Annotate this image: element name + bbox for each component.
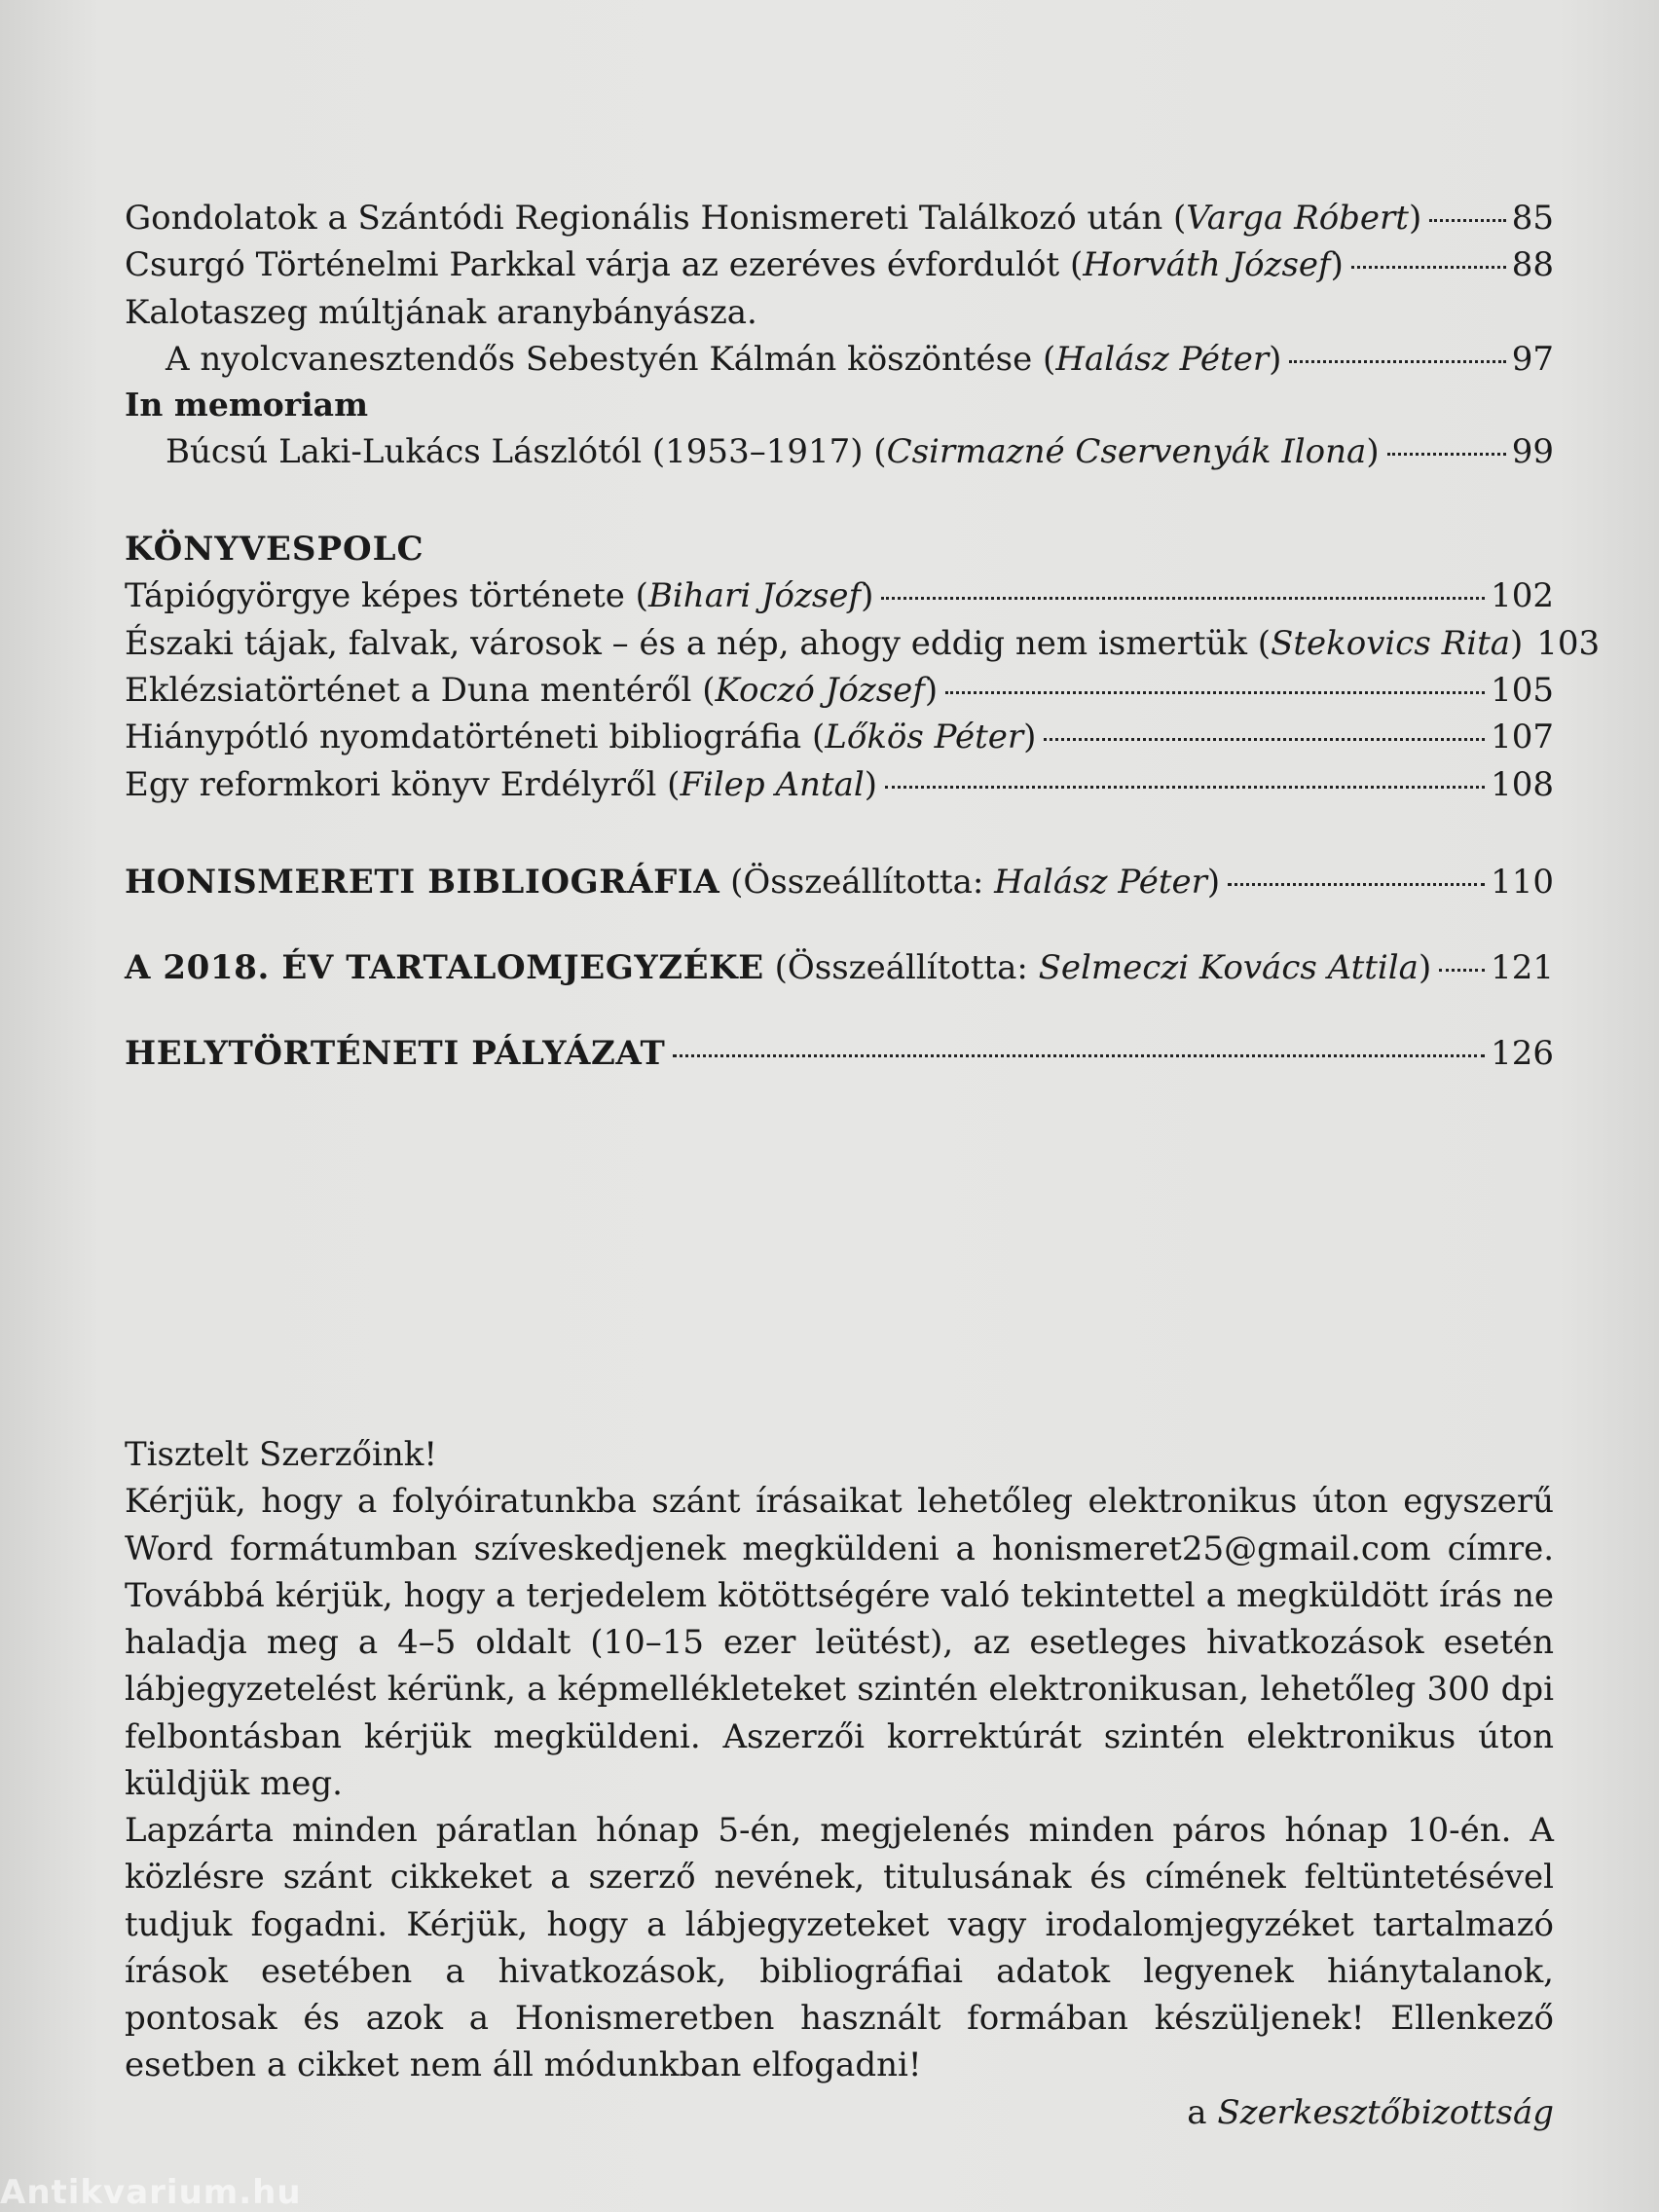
dot-leader	[1387, 453, 1506, 456]
entry-title: Egy reformkori könyv Erdélyről	[125, 764, 657, 804]
compiled-label: Összeállította:	[787, 948, 1028, 988]
entry-title: Északi tájak, falvak, városok – és a nép, ahogy eddig nem ismertük	[125, 623, 1247, 663]
toc-entry: Északi tájak, falvak, városok – és a nép, ahogy eddig nem ismertük (Stekovics Rita) 103	[125, 620, 1554, 667]
page-number: 88	[1511, 245, 1554, 285]
page-number: 108	[1491, 764, 1554, 804]
toc-entry: Tápiógyörgye képes története (Bihari József) 102	[125, 572, 1554, 619]
page-number: 126	[1491, 1034, 1554, 1074]
entry-title: Gondolatok a Szántódi Regionális Honismereti Találkozó után	[125, 199, 1163, 238]
entry-author: Horváth József	[1083, 245, 1331, 285]
compiled-label: Összeállította:	[743, 862, 984, 902]
dot-leader	[1228, 883, 1485, 886]
toc-entry: Csurgó Történelmi Parkkal várja az ezeréves évfordulót (Horváth József) 88	[125, 241, 1554, 288]
entry-author: Csirmazné Cservenyák Ilona	[886, 431, 1367, 471]
dot-leader	[673, 1054, 1485, 1057]
page-number: 121	[1491, 948, 1554, 988]
entry-title: Búcsú Laki-Lukács Lászlótól (1953–1917)	[166, 431, 864, 471]
entry-author: Halász Péter	[1055, 339, 1270, 379]
dot-leader	[1289, 360, 1505, 363]
page-number: 107	[1491, 718, 1554, 757]
entry-author: Stekovics Rita	[1271, 623, 1511, 663]
dot-leader	[1351, 266, 1506, 269]
entry-title: HONISMERETI BIBLIOGRÁFIA	[125, 862, 720, 902]
toc-entry: Búcsú Laki-Lukács Lászlótól (1953–1917) (Csirmazné Cservenyák Ilona) 99	[125, 428, 1554, 475]
page-number: 99	[1511, 431, 1554, 471]
entry-author: Lőkös Péter	[825, 718, 1024, 757]
toc-entry: Gondolatok a Szántódi Regionális Honismereti Találkozó után (Varga Róbert) 85	[125, 195, 1554, 241]
entry-title: Hiánypótló nyomdatörténeti bibliográfia	[125, 718, 802, 757]
dot-leader	[1429, 219, 1506, 222]
entry-title: A 2018. ÉV TARTALOMJEGYZÉKE	[125, 948, 764, 988]
dot-leader	[885, 786, 1485, 789]
entry-title: HELYTÖRTÉNETI PÁLYÁZAT	[125, 1034, 666, 1074]
watermark: Antikvarium.hu	[0, 2173, 302, 2212]
dot-leader	[945, 691, 1485, 694]
entry-author: Halász Péter	[994, 862, 1207, 902]
page-number: 102	[1491, 576, 1554, 616]
toc-entry: Hiánypótló nyomdatörténeti bibliográfia (Lőkös Péter) 107	[125, 714, 1554, 760]
entry-author: Bihari József	[647, 576, 862, 616]
entry-title: Tápiógyörgye képes története	[125, 576, 625, 616]
entry-title-line: Kalotaszeg múltjának aranybányásza.	[125, 292, 757, 332]
authors-notice	[125, 1431, 1554, 2136]
entry-author: Koczó József	[715, 670, 925, 710]
dot-leader	[881, 597, 1485, 600]
notice-paragraph: Kérjük, hogy a folyóiratunkba szánt írásaikat lehetőleg elektronikus úton egyszerű Word formátumban szíveskedjenek megküldeni a honismeret25@gmail.com címre. Továbbá kérjük, hogy a terjedelem kötöttségére való tekintettel a megküldött írás ne haladja meg a 4–5 oldalt (10–15 ezer leütést), az esetleges hivatkozások esetén lábjegyzetelést kérünk, a képmellékleteket szintén elektronikusan, lehetőleg 300 dpi felbontásban kérjük megküldeni. Aszerzői korrektúrát szintén elektronikus úton küldjük meg.	[125, 1482, 1554, 1803]
entry-title: A nyolcvanesztendős Sebestyén Kálmán köszöntése	[166, 339, 1033, 379]
entry-author: Selmeczi Kovács Attila	[1038, 948, 1419, 988]
toc-entry-bibliography: HONISMERETI BIBLIOGRÁFIA (Összeállította: Halász Péter) 110	[125, 859, 1554, 905]
notice-greeting: Tisztelt Szerzőink!	[125, 1435, 438, 1474]
dot-leader	[1044, 738, 1485, 741]
toc-entry-annual-index: A 2018. ÉV TARTALOMJEGYZÉKE (Összeállította: Selmeczi Kovács Attila) 121	[125, 944, 1554, 991]
section-heading: KÖNYVESPOLC	[125, 530, 424, 570]
entry-title: Eklézsiatörténet a Duna mentéről	[125, 670, 692, 710]
entry-author: Varga Róbert	[1186, 199, 1409, 238]
toc-entry: Egy reformkori könyv Erdélyről (Filep Antal) 108	[125, 761, 1554, 808]
notice-paragraph: Lapzárta minden páratlan hónap 5-én, megjelenés minden páros hónap 10-én. A közlésre szánt cikkeket a szerző nevének, titulusának és címének feltüntetésével tudjuk fogadni. Kérjük, hogy a lábjegyzeteket vagy irodalomjegyzéket tartalmazó írások esetében a hivatkozások, bibliográfiai adatok legyenek hiánytalanok, pontosak és azok a Honismeretben használt formában készüljenek! Ellenkező esetben a cikket nem áll módunkban elfogadni!	[125, 1811, 1554, 2085]
notice-signature: a Szerkesztőbizottság	[1187, 2092, 1554, 2132]
page-number: 85	[1511, 199, 1554, 238]
page-number: 105	[1491, 670, 1554, 710]
subsection-heading: In memoriam	[125, 386, 368, 424]
toc-entry-competition	[125, 1030, 1554, 1077]
page-number: 110	[1491, 862, 1554, 902]
page-number: 97	[1511, 339, 1554, 379]
entry-title: Csurgó Történelmi Parkkal várja az ezeréves évfordulót	[125, 245, 1060, 285]
table-of-contents	[125, 195, 1601, 1078]
toc-entry: Eklézsiatörténet a Duna mentéről (Koczó József) 105	[125, 667, 1554, 714]
entry-author: Filep Antal	[680, 764, 865, 804]
page-number: 103	[1536, 623, 1601, 663]
toc-entry: A nyolcvanesztendős Sebestyén Kálmán köszöntése (Halász Péter) 97	[125, 336, 1554, 383]
dot-leader	[1439, 969, 1485, 972]
